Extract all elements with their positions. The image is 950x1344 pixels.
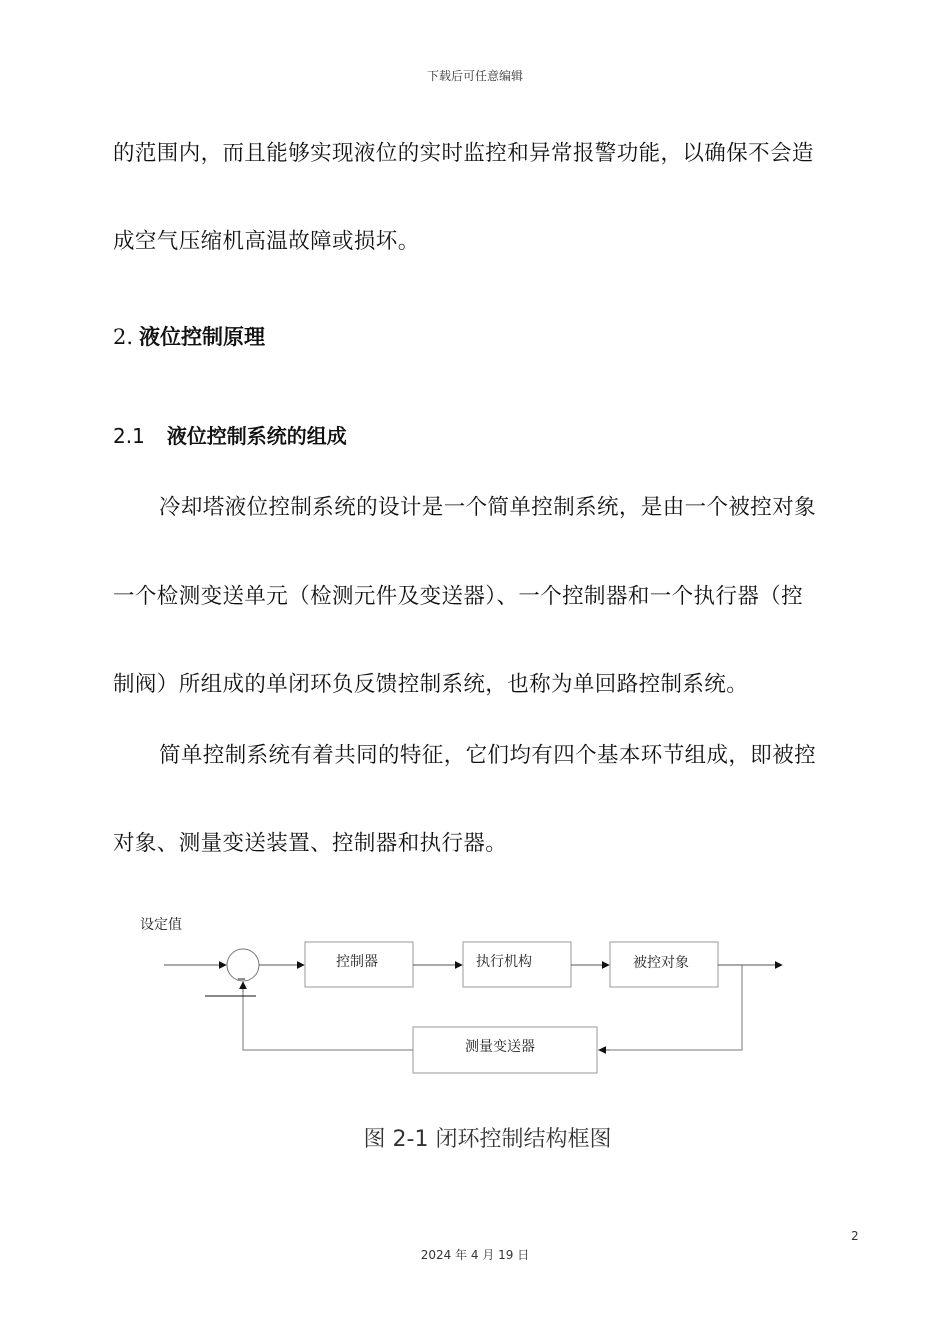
- paragraph-line: 成空气压缩机高温故障或损坏。: [113, 229, 420, 254]
- paragraph-line: 冷却塔液位控制系统的设计是一个简单控制系统，是由一个被控对象: [159, 495, 817, 520]
- sensor-label: 测量变送器: [465, 1039, 535, 1055]
- process-label: 被控对象: [633, 955, 689, 971]
- section-number: 2.: [113, 325, 134, 349]
- feedback-return-line: [243, 983, 413, 1050]
- section-title: 液位控制原理: [139, 325, 266, 349]
- paragraph-line: 一个检测变送单元（检测元件及变送器）、一个控制器和一个执行器（控: [113, 584, 804, 609]
- page-header: 下载后可任意编辑: [426, 69, 523, 83]
- controller-label: 控制器: [336, 954, 378, 970]
- comparator-sign: _: [238, 964, 245, 980]
- subsection-title: 液位控制系统的组成: [166, 424, 347, 448]
- paragraph-line: 对象、测量变送装置、控制器和执行器。: [113, 831, 508, 856]
- page-footer-date: 2024 年 4 月 19 日: [420, 1248, 530, 1262]
- paragraph-line: 的范围内，而且能够实现液位的实时监控和异常报警功能，以确保不会造: [113, 141, 814, 166]
- paragraph-line: 简单控制系统有着共同的特征，它们均有四个基本环节组成，即被控: [159, 743, 817, 768]
- page-number: 2: [851, 1229, 859, 1243]
- subsection-number: 2.1: [113, 424, 145, 448]
- figure-caption: 图 2-1 闭环控制结构框图: [363, 1127, 612, 1152]
- paragraph-line: 制阀）所组成的单闭环负反馈控制系统，也称为单回路控制系统。: [113, 672, 749, 697]
- actuator-label: 执行机构: [476, 954, 532, 970]
- setpoint-label: 设定值: [140, 917, 182, 933]
